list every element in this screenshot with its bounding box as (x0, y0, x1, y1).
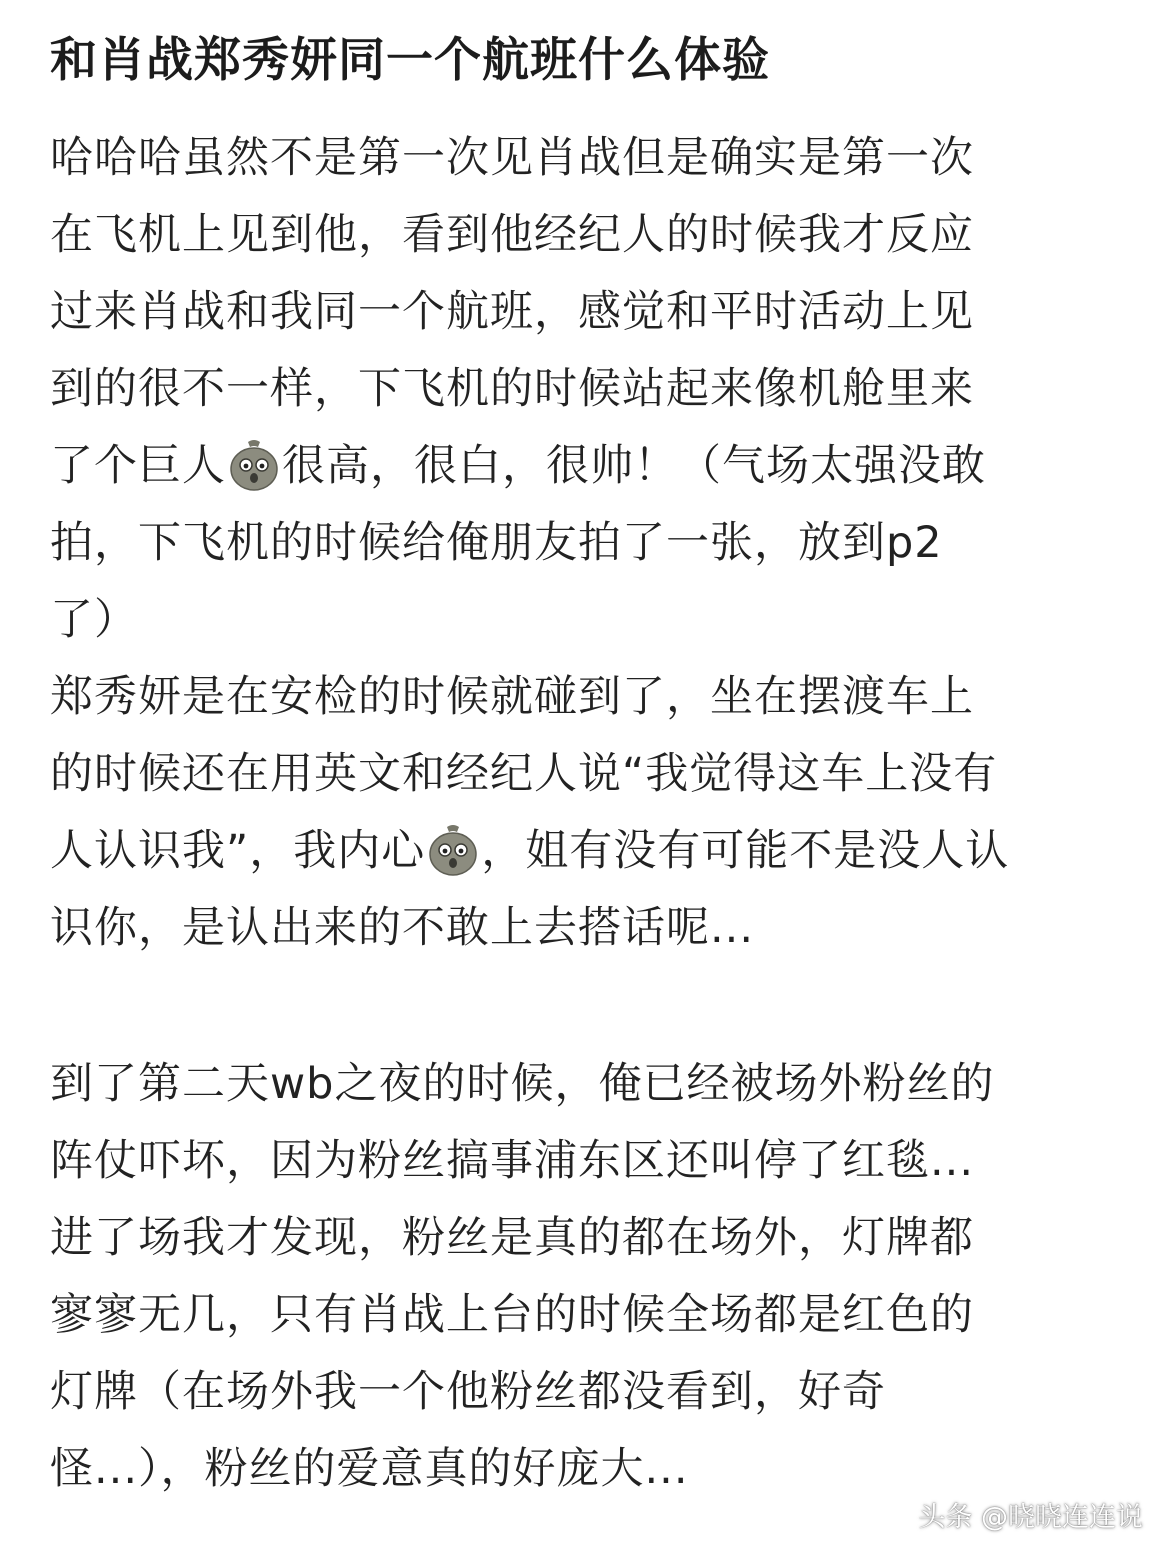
paragraph-2-line-3-after-emoji: ，姐有没有可能不是没人认 (481, 826, 1010, 876)
paragraph-1-line-4: 到的很不一样，下飞机的时候站起来像机舱里来 (50, 364, 974, 414)
paragraph-3-line-1: 到了第二天wb之夜的时候，俺已经被场外粉丝的 (50, 1059, 995, 1109)
paragraph-1-line-5-after-emoji: 很高，很白，很帅！（气场太强没敢 (282, 441, 986, 491)
paragraph-1-line-6: 拍，下飞机的时候给俺朋友拍了一张，放到p2 (50, 518, 943, 568)
paragraph-2-line-4: 识你，是认出来的不敢上去搭话呢... (50, 903, 755, 953)
paragraph-3-line-5: 灯牌（在场外我一个他粉丝都没看到，好奇 (50, 1367, 886, 1417)
watermark: 头条 @晓晓连连说 (918, 1502, 1143, 1533)
paragraph-3-line-2: 阵仗吓坏，因为粉丝搞事浦东区还叫停了红毯... (50, 1136, 975, 1186)
paragraph-2-line-3-before-emoji: 人认识我”，我内心 (50, 826, 426, 876)
paragraph-1-line-7: 了） (50, 595, 138, 645)
paragraph-2-line-3 (50, 821, 1009, 881)
paragraph-1-line-1: 哈哈哈虽然不是第一次见肖战但是确实是第一次 (50, 133, 974, 183)
paragraph-3-line-3: 进了场我才发现，粉丝是真的都在场外，灯牌都 (50, 1213, 974, 1263)
shocked-face-emoji-icon (228, 438, 280, 492)
paragraph-3-line-6: 怪...），粉丝的爱意真的好庞大... (50, 1444, 689, 1494)
paragraph-1-line-2: 在飞机上见到他，看到他经纪人的时候我才反应 (50, 210, 974, 260)
shocked-face-emoji-icon (427, 823, 479, 877)
paragraph-1-line-3: 过来肖战和我同一个航班，感觉和平时活动上见 (50, 287, 974, 337)
paragraph-1-line-5-before-emoji: 了个巨人 (50, 441, 226, 491)
paragraph-1-line-5 (50, 436, 986, 496)
paragraph-3-line-4: 寥寥无几，只有肖战上台的时候全场都是红色的 (50, 1290, 974, 1340)
paragraph-2-line-2: 的时候还在用英文和经纪人说“我觉得这车上没有 (50, 749, 998, 799)
paragraph-2-line-1: 郑秀妍是在安检的时候就碰到了，坐在摆渡车上 (50, 672, 974, 722)
page-title: 和肖战郑秀妍同一个航班什么体验 (50, 33, 770, 88)
